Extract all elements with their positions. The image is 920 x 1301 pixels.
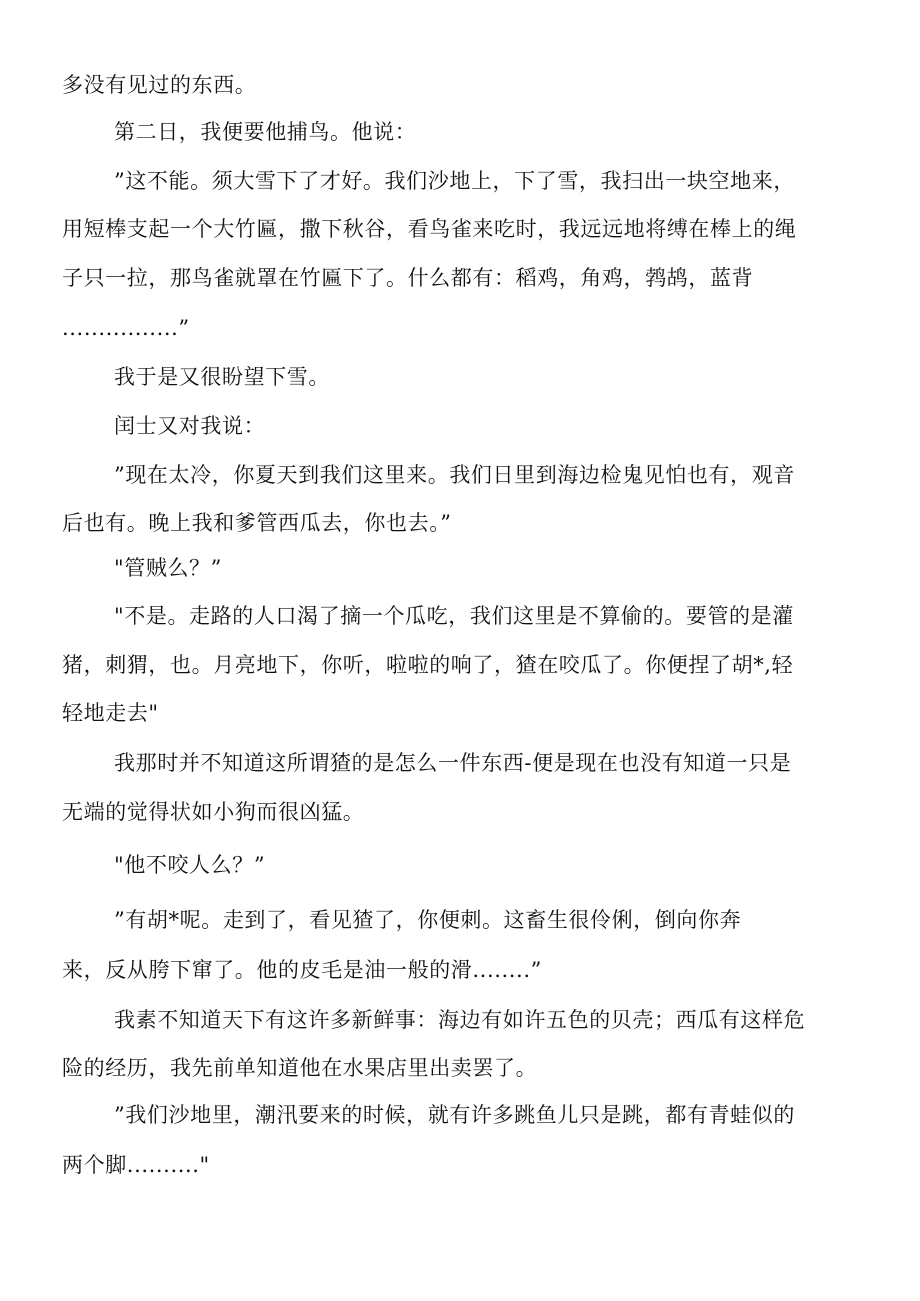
text-line: 我素不知道天下有这许多新鲜事：海边有如许五色的贝壳；西瓜有这样危 (114, 1008, 806, 1032)
text-line: 子只一拉，那鸟雀就罩在竹匾下了。什么都有：稻鸡，角鸡，鹁鸪，蓝背 (62, 266, 754, 290)
text-line: 多没有见过的东西。 (62, 73, 257, 97)
text-line: 猪，刺猬，也。月亮地下，你听，啦啦的响了，猹在咬瓜了。你便捏了胡*,轻 (62, 653, 794, 677)
text-line: 闰士又对我说： (114, 414, 266, 438)
text-line: ................” (62, 316, 190, 340)
text-line: 两个脚.........." (62, 1153, 210, 1177)
text-line: ”我们沙地里，潮汛要来的时候，就有许多跳鱼儿只是跳，都有青蛙似的 (114, 1103, 795, 1127)
text-line: "他不咬人么？” (114, 853, 266, 877)
text-line: "管贼么？” (114, 556, 222, 580)
text-line: 来，反从胯下窜了。他的皮毛是油一般的滑........” (62, 958, 542, 982)
text-line: 我那时并不知道这所谓猹的是怎么一件东西-便是现在也没有知道一只是 (114, 751, 792, 775)
text-line: 后也有。晚上我和爹管西瓜去，你也去。” (62, 511, 452, 535)
text-line: 我于是又很盼望下雪。 (114, 365, 330, 389)
text-line: ”有胡*呢。走到了，看见猹了，你便刺。这畜生很伶俐，倒向你奔 (114, 908, 742, 932)
text-line: ”这不能。须大雪下了才好。我们沙地上，下了雪，我扫出一块空地来， (114, 169, 795, 193)
text-line: ”现在太冷，你夏天到我们这里来。我们日里到海边检鬼见怕也有，观音 (114, 463, 795, 487)
text-line: 第二日，我便要他捕鸟。他说： (114, 120, 417, 144)
text-line: 轻地走去" (62, 701, 159, 725)
text-line: "不是。走路的人口渴了摘一个瓜吃，我们这里是不算偷的。要管的是灌 (114, 604, 794, 628)
text-line: 用短棒支起一个大竹匾，撒下秋谷，看鸟雀来吃时，我远远地将缚在棒上的绳 (62, 217, 797, 241)
text-line: 无端的觉得状如小狗而很凶猛。 (62, 800, 365, 824)
text-line: 险的经历，我先前单知道他在水果店里出卖罢了。 (62, 1056, 538, 1080)
